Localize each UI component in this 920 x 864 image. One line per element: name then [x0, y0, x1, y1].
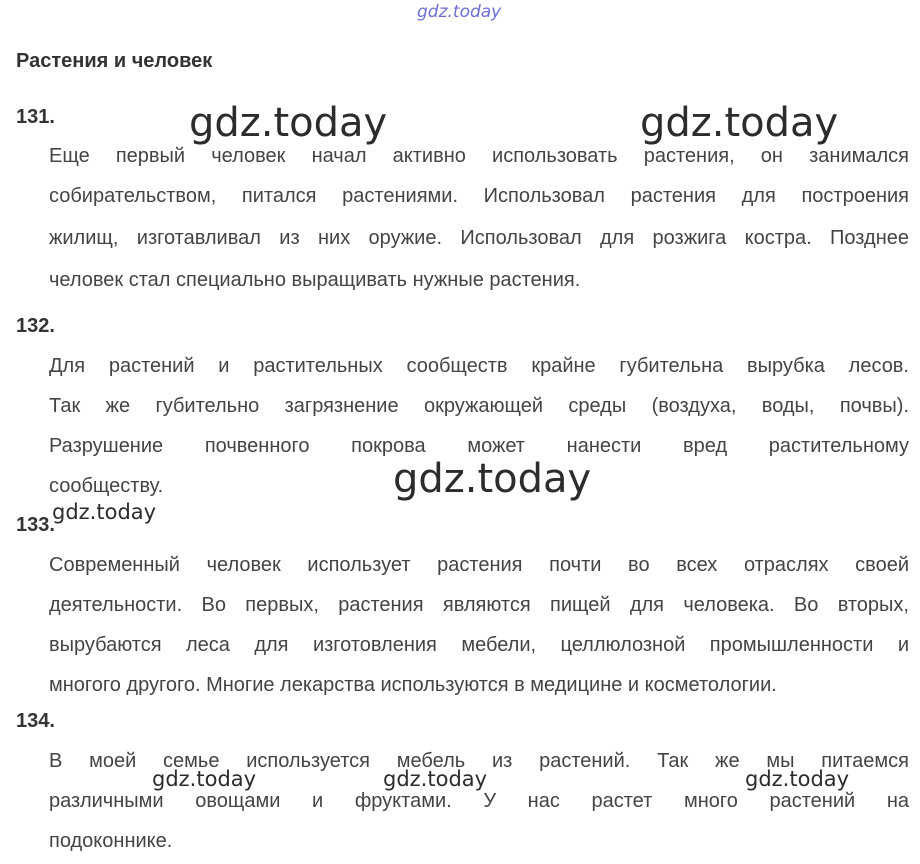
- watermark-top: gdz.today: [417, 2, 502, 22]
- watermark-small: gdz.today: [152, 767, 257, 791]
- watermark-small: gdz.today: [52, 500, 157, 524]
- paragraph-line: подоконнике.: [49, 830, 173, 852]
- watermark-small: gdz.today: [383, 767, 488, 791]
- watermark-large: gdz.today: [393, 456, 592, 502]
- section-number: 133.: [16, 514, 55, 536]
- paragraph-line: Современный человек использует растения почти во всех отраслях своей: [49, 554, 909, 576]
- paragraph-line: многого другого. Многие лекарства используются в медицине и косметологии.: [49, 674, 777, 696]
- paragraph-line: Для растений и растительных сообществ крайне губительна вырубка лесов.: [49, 355, 909, 377]
- paragraph-line: В моей семье используется мебель из растений. Так же мы питаемся: [49, 750, 909, 772]
- section-paragraph: [49, 136, 909, 300]
- paragraph-line: собирательством, питался растениями. Использовал растения для построения: [49, 185, 909, 207]
- paragraph-line: Так же губительно загрязнение окружающей среды (воздуха, воды, почвы).: [49, 395, 909, 417]
- section-number: 132.: [16, 315, 55, 337]
- watermark-small: gdz.today: [745, 767, 850, 791]
- section-paragraph: [49, 741, 909, 861]
- paragraph-line: деятельности. Во первых, растения являются пищей для человека. Во вторых,: [49, 594, 909, 616]
- watermark-large: gdz.today: [189, 100, 388, 146]
- paragraph-line: различными овощами и фруктами. У нас растет много растений на: [49, 790, 909, 812]
- paragraph-line: человек стал специально выращивать нужные растения.: [49, 269, 581, 291]
- paragraph-line: жилищ, изготавливал из них оружие. Использовал для розжига костра. Позднее: [49, 227, 909, 249]
- section-paragraph: [49, 545, 909, 705]
- watermark-large: gdz.today: [640, 100, 839, 146]
- paragraph-line: Еще первый человек начал активно использовать растения, он занимался: [49, 145, 909, 167]
- section-number: 131.: [16, 106, 55, 128]
- section-number: 134.: [16, 710, 55, 732]
- paragraph-line: вырубаются леса для изготовления мебели, целлюлозной промышленности и: [49, 634, 909, 656]
- paragraph-line: Разрушение почвенного покрова может нанести вред растительному: [49, 435, 909, 457]
- page-title: Растения и человек: [16, 50, 213, 72]
- paragraph-line: сообществу.: [49, 475, 164, 497]
